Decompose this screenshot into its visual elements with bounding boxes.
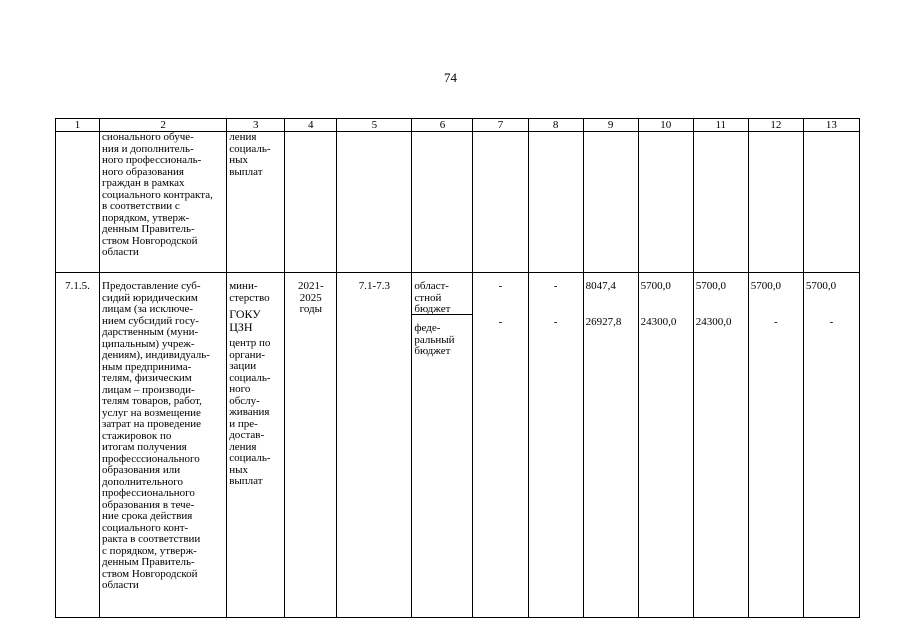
value-federal: - [553, 316, 558, 328]
column-number-header: 11 [693, 119, 748, 132]
funding-col12 [748, 273, 803, 618]
value-federal: 24300,0 [695, 316, 732, 328]
column-number-header: 1 [56, 119, 100, 132]
table-cell [337, 132, 412, 273]
activity-description: сионального обуче- ния и дополнитель- ного профессиональ- ного образования граждан в рамках социального контракта, в соответствии с порядком, утверж- денным Правитель- ством Новгородской области [100, 132, 227, 273]
value-regional: 5700,0 [695, 280, 726, 292]
value-federal: 24300,0 [640, 316, 677, 328]
table-row [56, 132, 860, 273]
table-cell [748, 132, 803, 273]
column-number-header: 6 [412, 119, 473, 132]
funding-source-regional: област- стной бюджет [412, 273, 472, 315]
executor-goku: ГОКУ ЦЗН [229, 307, 261, 334]
table-cell [528, 132, 583, 273]
table-cell [285, 132, 337, 273]
funding-col8 [528, 273, 583, 618]
column-number-header: 5 [337, 119, 412, 132]
value-regional: 5700,0 [750, 280, 782, 292]
column-number-header: 2 [100, 119, 227, 132]
table-row [56, 273, 860, 618]
table-cell [803, 132, 859, 273]
executor-cell: ления социаль- ных выплат [227, 132, 285, 273]
value-regional: - [498, 280, 503, 292]
table-cell [473, 132, 528, 273]
column-number-header: 10 [638, 119, 693, 132]
value-federal: - [829, 316, 834, 328]
funding-col7 [473, 273, 528, 618]
funding-col13 [803, 273, 859, 618]
column-number-header: 3 [227, 119, 285, 132]
value-regional: - [553, 280, 558, 292]
value-regional: 5700,0 [805, 280, 837, 292]
funding-col11 [693, 273, 748, 618]
period-cell: 2021- 2025 годы [285, 273, 337, 618]
table-cell [693, 132, 748, 273]
funding-col9 [583, 273, 638, 618]
target-indicators-cell: 7.1-7.3 [337, 273, 412, 618]
funding-source-federal: феде- ральный бюджет [414, 322, 455, 357]
activity-description: Предоставление суб- сидий юридическим лицам (за исключе- нием субсидий госу- дарственным (муни- ципальным) учреж- дениям), индивидуаль- ным предпринима- телям, физическим лицам – производи- телям товаров, работ, услуг на возмещение затрат на проведение стажировок по итогам получения професссионального образования или дополнительного профессионального образования в тече- ние срока действия социального конт- ракта в соответствии с порядком, утверж- денным Правитель- ством Новгородской области [100, 273, 227, 618]
value-federal: - [773, 316, 778, 328]
table-cell [412, 132, 473, 273]
value-federal: - [498, 316, 503, 328]
activity-number: 7.1.5. [56, 273, 100, 618]
column-number-header: 13 [803, 119, 859, 132]
column-number-header: 12 [748, 119, 803, 132]
executor-cell [227, 273, 285, 618]
value-federal: 26927,8 [585, 316, 622, 328]
executor-center: центр по органи- зации социаль- ного обслу- живания и пре- достав- ления социаль- ных выплат [229, 337, 271, 487]
column-number-header: 7 [473, 119, 528, 132]
column-number-header: 9 [583, 119, 638, 132]
funding-col10 [638, 273, 693, 618]
funding-source-cell [412, 273, 473, 618]
table-cell [638, 132, 693, 273]
table-cell [583, 132, 638, 273]
page-number: 74 [444, 70, 457, 85]
program-activities-table [55, 118, 860, 618]
value-regional: 8047,4 [585, 280, 616, 292]
column-number-header: 4 [285, 119, 337, 132]
table-cell [56, 132, 100, 273]
column-number-header-row [56, 119, 860, 132]
column-number-header: 8 [528, 119, 583, 132]
executor-ministry: мини- стерство [229, 280, 270, 304]
value-regional: 5700,0 [640, 280, 671, 292]
